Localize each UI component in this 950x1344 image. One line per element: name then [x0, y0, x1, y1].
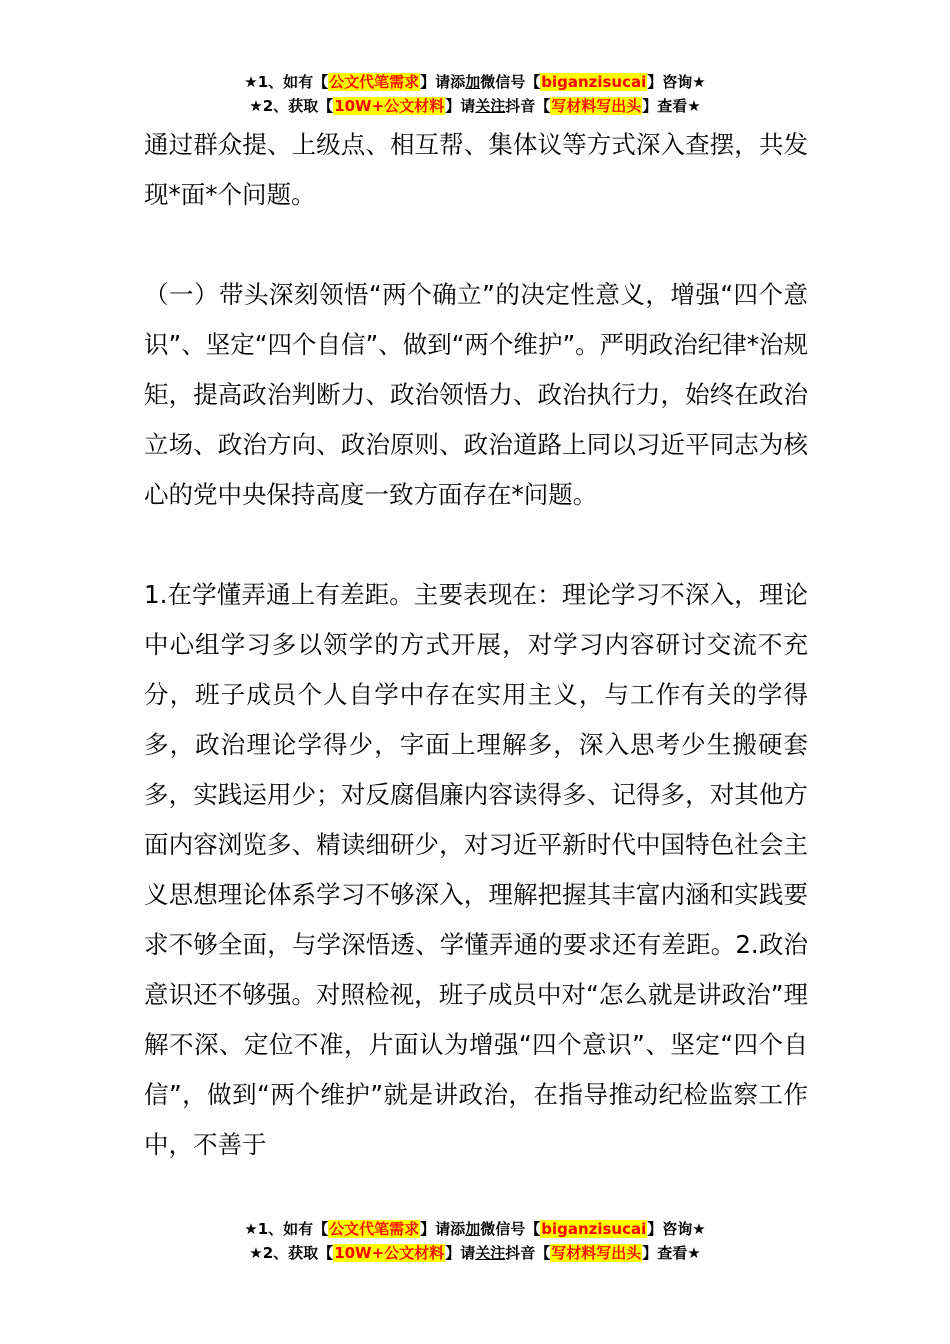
banner-text: ★1、如有【 — [244, 73, 329, 91]
banner-text: 】请 — [445, 1244, 476, 1262]
banner-line-1 — [0, 1217, 950, 1241]
banner-underlined-text: 加 — [465, 73, 481, 91]
highlight-materials: 10W+公文材料 — [334, 97, 445, 115]
banner-text: 】请添 — [420, 73, 466, 91]
highlight-douyin-account: 写材料写出头 — [551, 1244, 642, 1262]
footer-banner — [0, 1217, 950, 1265]
highlight-materials: 10W+公文材料 — [334, 1244, 445, 1262]
banner-underlined-text: 加 — [465, 1220, 481, 1238]
paragraph-intro: 通过群众提、上级点、相互帮、集体议等方式深入查摆，共发现*面*个问题。 — [144, 130, 808, 209]
header-banner — [0, 70, 950, 118]
banner-text: ★1、如有【 — [244, 1220, 329, 1238]
banner-text: 】咨询★ — [647, 73, 706, 91]
banner-text: ★2、获取【 — [249, 97, 334, 115]
banner-text: ★2、获取【 — [249, 1244, 334, 1262]
highlight-service: 公文代笔需求 — [329, 1220, 420, 1238]
paragraph-spacer — [144, 520, 808, 570]
banner-text: 抖音【 — [505, 1244, 551, 1262]
paragraph-issue-list: 1.在学懂弄通上有差距。主要表现在：理论学习不深入，理论中心组学习多以领学的方式开展，对学习内容研讨交流不充分，班子成员个人自学中存在实用主义，与工作有关的学得多，政治理论学得少，字面上理解多，深入思考少生搬硬套多，实践运用少；对反腐倡廉内容读得多、记得多，对其他方面内容浏览多、精读细研少，对习近平新时代中国特色社会主义思想理论体系学习不够深入，理解把握其丰富内涵和实践要求不够全面，与学深悟透、学懂弄通的要求还有差距。2.政治意识还不够强。对照检视，班子成员中对“怎么就是讲政治”理解不深、定位不准，片面认为增强“四个意识”、坚定“四个自信”，做到“两个维护”就是讲政治，在指导推动纪检监察工作中，不善于 — [144, 580, 808, 1159]
banner-text: 】咨询★ — [647, 1220, 706, 1238]
document-body — [144, 120, 808, 1170]
banner-text: 微信号【 — [480, 73, 541, 91]
banner-text: 】查看★ — [642, 97, 701, 115]
banner-text: 抖音【 — [505, 97, 551, 115]
paragraph-section-heading: （一）带头深刻领悟“两个确立”的决定性意义，增强“四个意识”、坚定“四个自信”、做到“两个维护”。严明政治纪律*治规矩，提高政治判断力、政治领悟力、政治执行力，始终在政治立场、政治方向、政治原则、政治道路上同以习近平同志为核心的党中央保持高度一致方面存在*问题。 — [144, 280, 808, 509]
banner-text: 】请 — [445, 97, 476, 115]
banner-underlined-text: 关注 — [475, 1244, 506, 1262]
highlight-wechat-id: biganzisucai — [541, 73, 647, 91]
banner-line-1 — [0, 70, 950, 94]
highlight-wechat-id: biganzisucai — [541, 1220, 647, 1238]
paragraph-spacer — [144, 220, 808, 270]
banner-line-2 — [0, 94, 950, 118]
banner-text: 微信号【 — [480, 1220, 541, 1238]
highlight-douyin-account: 写材料写出头 — [551, 97, 642, 115]
banner-text: 】请添 — [420, 1220, 466, 1238]
banner-underlined-text: 关注 — [475, 97, 506, 115]
banner-line-2 — [0, 1241, 950, 1265]
banner-text: 】查看★ — [642, 1244, 701, 1262]
highlight-service: 公文代笔需求 — [329, 73, 420, 91]
